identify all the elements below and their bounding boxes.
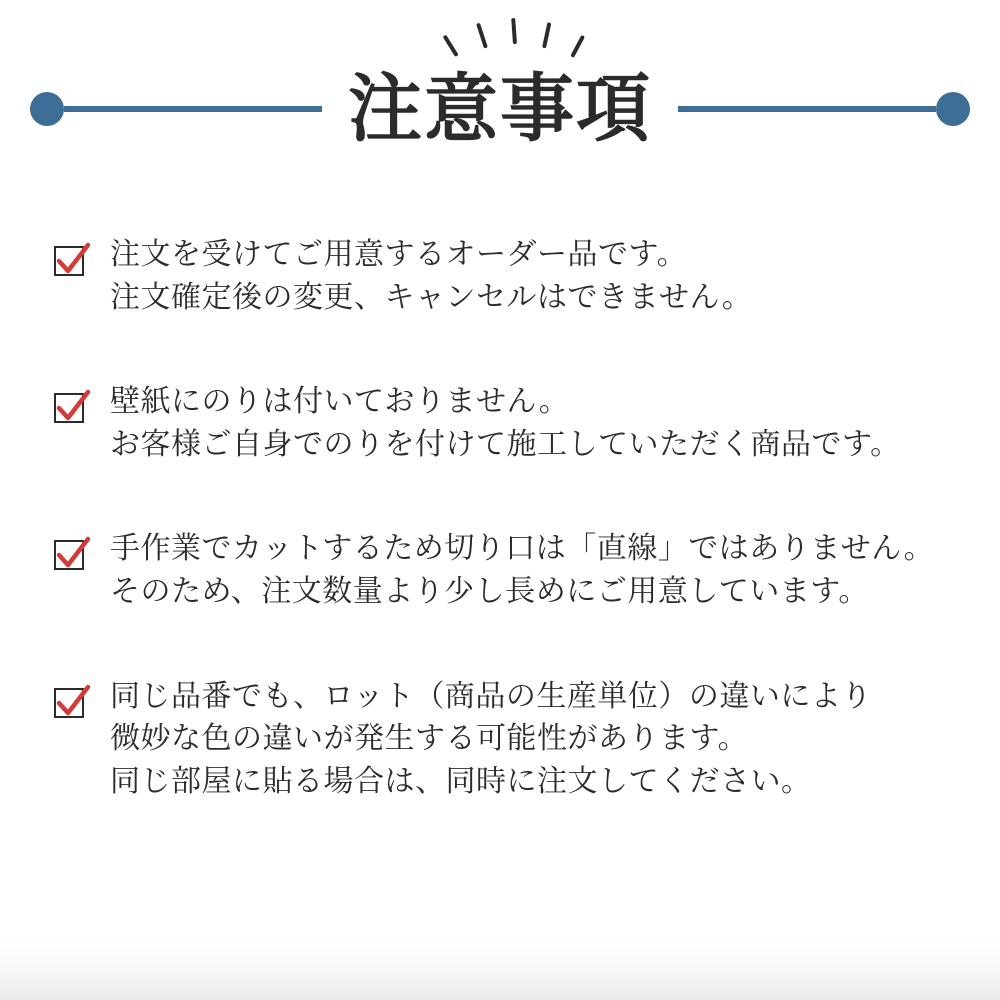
list-item [52, 676, 944, 804]
notice-line: お客様ご自身でのりを付けて施工していただく商品です。 [110, 427, 901, 461]
list-item [52, 528, 944, 613]
list-item [52, 381, 944, 466]
list-item-text [110, 234, 944, 319]
notice-line: 微妙な色の違いが発生する可能性があります。 [110, 722, 749, 756]
page-header [0, 0, 1000, 200]
checkbox-checked-icon [52, 536, 92, 576]
checkbox-checked-icon [52, 389, 92, 429]
notice-line: 注文を受けてご用意するオーダー品です。 [110, 238, 688, 271]
list-item-text [110, 676, 944, 804]
notice-line-highlighted: 同じ部屋に貼る場合は、同時に注文してください。 [110, 764, 812, 798]
notice-list [0, 234, 1000, 803]
list-item-text [110, 528, 944, 613]
page-title: 注意事項 [348, 67, 652, 150]
footer-gradient-bar [0, 940, 1000, 1000]
notice-line-highlighted: 壁紙にのりは付いておりません。 [110, 385, 570, 419]
title-rule-left [64, 106, 322, 112]
notice-line: 注文確定後の変更、キャンセルはできません。 [110, 280, 753, 314]
title-dot-left [30, 92, 64, 126]
checkbox-checked-icon [52, 684, 92, 724]
checkbox-checked-icon [52, 242, 92, 282]
list-item-text [110, 381, 944, 466]
list-item [52, 234, 944, 319]
title-dot-right [936, 92, 970, 126]
decorative-rays [0, 8, 1000, 68]
notice-line: そのため、注文数量より少し長めにご用意しています。 [110, 574, 869, 608]
notice-line: 同じ品番でも、ロット（商品の生産単位）の違いにより [110, 679, 872, 713]
title-rule-right [678, 106, 936, 112]
notice-line: 手作業でカットするため切り口は「直線」ではありません。 [110, 532, 935, 566]
title-row [0, 64, 1000, 154]
